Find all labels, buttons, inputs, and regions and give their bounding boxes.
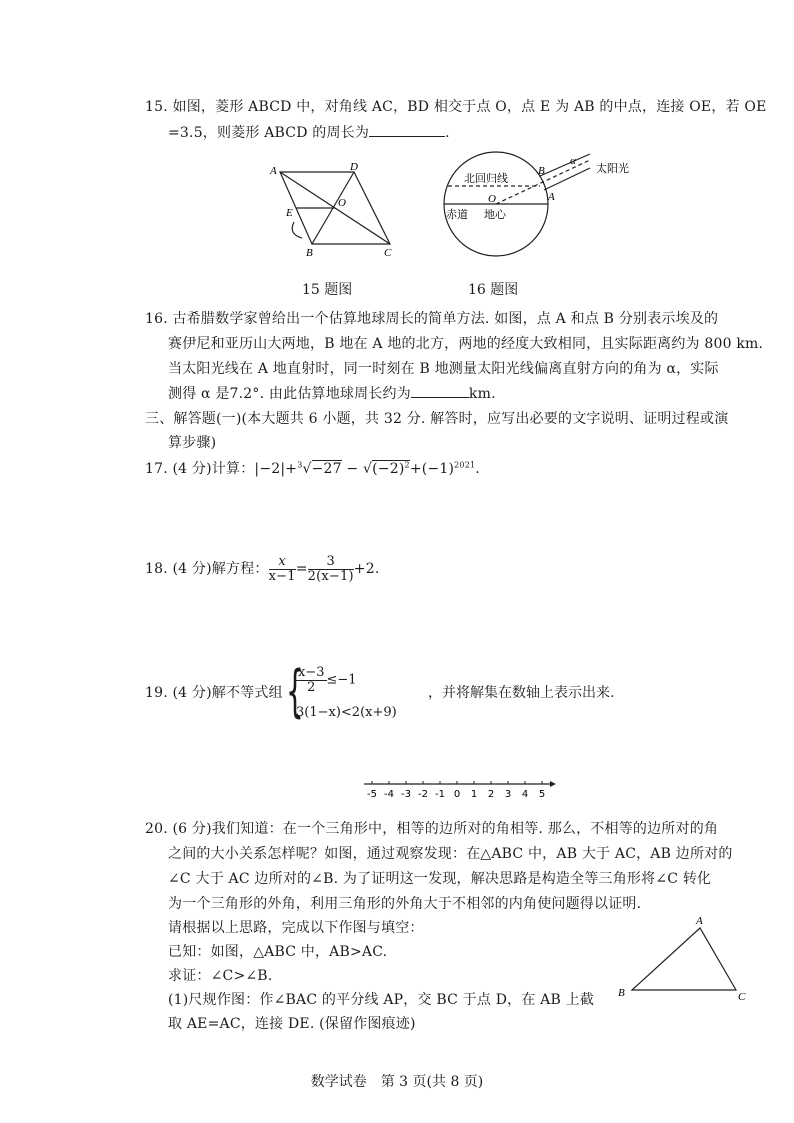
q18-lhs-num: x	[269, 555, 296, 570]
section3-line1: 三、解答题(一)(本大题共 6 小题，共 32 分. 解答时，应写出必要的文字说明、证明过程或演	[145, 411, 729, 427]
q20-line7: 求证：∠C>∠B.	[168, 968, 273, 984]
q18	[145, 555, 379, 583]
number-line-tick-label: -2	[418, 789, 428, 800]
q17-sqrt-arg-wrap	[372, 460, 410, 477]
q19-prefix: 19. (4 分)解不等式组	[145, 685, 283, 701]
q18-rhs-fraction	[308, 555, 354, 583]
q18-eq: =	[295, 561, 308, 578]
q17-sqrt-arg: (−2)	[372, 461, 405, 477]
q19-ineq1	[296, 666, 357, 694]
number-line-tick-label: 4	[521, 789, 529, 800]
q17	[145, 458, 480, 478]
q20-line8: (1)尺规作图：作∠BAC 的平分线 AP，交 BC 于点 D，在 AB 上截	[168, 992, 595, 1008]
label-o16: O	[488, 193, 496, 205]
q19-ineq1-rel: ≤−1	[326, 672, 357, 688]
fig20-triangle	[612, 914, 752, 1004]
triangle-abc	[632, 928, 736, 990]
radical-icon: √	[363, 461, 373, 477]
q16-line4-text: 测得 α 是7.2°. 由此估算地球周长约为	[168, 386, 411, 402]
number-line-tick-label: 2	[487, 789, 495, 800]
q15-answer-blank	[369, 136, 445, 137]
label-b20: B	[618, 987, 625, 999]
label-d: D	[350, 161, 358, 173]
q15-line2	[168, 122, 450, 142]
q18-lhs-den: x−1	[268, 568, 296, 584]
q17-prefix: 17. (4 分)计算：|−2|+	[145, 461, 298, 477]
q17-square: 2	[404, 460, 410, 470]
q18-rhs-num: 3	[308, 555, 354, 570]
label-a16: A	[548, 191, 555, 203]
q18-rhs-den: 2(x−1)	[307, 568, 354, 584]
q18-prefix: 18. (4 分)解方程：	[145, 561, 269, 578]
label-center: 地心	[484, 208, 506, 221]
fig15-rhombus	[268, 160, 398, 260]
radical-icon: √	[302, 461, 312, 477]
section3-line2: 算步骤)	[168, 435, 217, 451]
q16-answer-blank	[411, 397, 469, 398]
q16-line2: 赛伊尼和亚历山大两地，B 地在 A 地的北方，两地的经度大致相同，且实际距离约为 800 km.	[168, 336, 764, 352]
q20-line3: ∠C 大于 AC 边所对的∠B. 为了证明这一发现，解决思路是构造全等三角形将∠C 转化	[168, 871, 712, 887]
arrow-right-icon	[550, 781, 556, 787]
number-line-tick-label: 1	[470, 789, 478, 800]
q15-line1: 15. 如图，菱形 ABCD 中，对角线 AC，BD 相交于点 O，点 E 为 AB 的中点，连接 OE，若 OE	[145, 99, 767, 115]
label-equator: 赤道	[446, 208, 468, 221]
q17-root-index: 3	[297, 460, 303, 470]
q16-line4	[168, 383, 496, 403]
left-brace-icon: {	[286, 659, 304, 724]
q20-line1: 20. (6 分)我们知道：在一个三角形中，相等的边所对的角相等. 那么，不相等的边所对的角	[145, 821, 719, 837]
number-line-tick-label: -5	[367, 789, 377, 800]
q20-line5: 请根据以上思路，完成以下作图与填空：	[168, 920, 424, 936]
label-a: A	[270, 165, 277, 177]
q18-tail: +2.	[353, 561, 380, 578]
label-c: C	[384, 247, 392, 259]
q17-end: .	[475, 461, 480, 477]
q16-line1: 16. 古希腊数学家曾给出一个估算地球周长的简单方法. 如图，点 A 和点 B 分别表示埃及的	[145, 311, 719, 327]
fig15-caption: 15 题图	[302, 282, 353, 298]
q15-line2-text: =3.5，则菱形 ABCD 的周长为	[168, 125, 370, 141]
number-line-tick-label: -4	[384, 789, 394, 800]
label-o: O	[338, 197, 346, 209]
page-footer: 数学试卷 第 3 页(共 8 页)	[310, 1074, 484, 1090]
number-line-tick-label: -1	[435, 789, 445, 800]
q17-power: 2021	[454, 460, 476, 470]
number-line-tick-label: 5	[538, 789, 546, 800]
q19-ineq1-num: x−3	[298, 665, 325, 680]
label-b: B	[306, 247, 313, 259]
q20-line6: 已知：如图，△ABC 中，AB>AC.	[168, 944, 388, 960]
number-line-tick-label: 3	[504, 789, 512, 800]
q19-ineq2: 3(1−x)<2(x+9)	[296, 705, 397, 720]
q16-line3: 当太阳光线在 A 地直射时，同一时刻在 B 地测量太阳光线偏离直射方向的角为 α，实际	[168, 361, 719, 377]
q19-ineq1-den: 2	[307, 679, 316, 695]
q18-lhs-fraction	[269, 555, 296, 583]
number-line-tick-label: 0	[453, 789, 461, 800]
label-c20: C	[738, 991, 746, 1003]
q19-suffix: ，并将解集在数轴上表示出来.	[428, 685, 615, 701]
q20-line9: 取 AE=AC，连接 DE. (保留作图痕迹)	[168, 1016, 416, 1032]
label-alpha: α	[570, 155, 576, 167]
q15-line2-end: .	[445, 125, 450, 141]
q17-cuberoot-arg: −27	[311, 461, 342, 477]
q17-minus: −	[341, 461, 364, 477]
q20-line4: 为一个三角形的外角，利用三角形的外角大于不相邻的内角使问题得以证明.	[168, 896, 642, 912]
sun-ray-b	[540, 154, 590, 176]
label-sunlight: 太阳光	[596, 162, 629, 175]
label-a20: A	[696, 915, 703, 927]
q19-ineq1-fraction	[296, 666, 327, 694]
label-tropic: 北回归线	[464, 172, 508, 185]
number-line-tick-label: -3	[401, 789, 411, 800]
label-b16: B	[538, 165, 545, 177]
construction-arc	[292, 222, 302, 238]
q16-line4-end: km.	[468, 386, 496, 402]
fig16-caption: 16 题图	[468, 282, 519, 298]
label-e: E	[286, 207, 293, 219]
q17-plus-part: +(−1)	[409, 461, 455, 477]
fig16-earth	[440, 150, 670, 265]
number-line	[360, 778, 560, 802]
q20-line2: 之间的大小关系怎样呢？如图，通过观察发现：在△ABC 中，AB 大于 AC，AB 边所对的	[168, 846, 733, 862]
